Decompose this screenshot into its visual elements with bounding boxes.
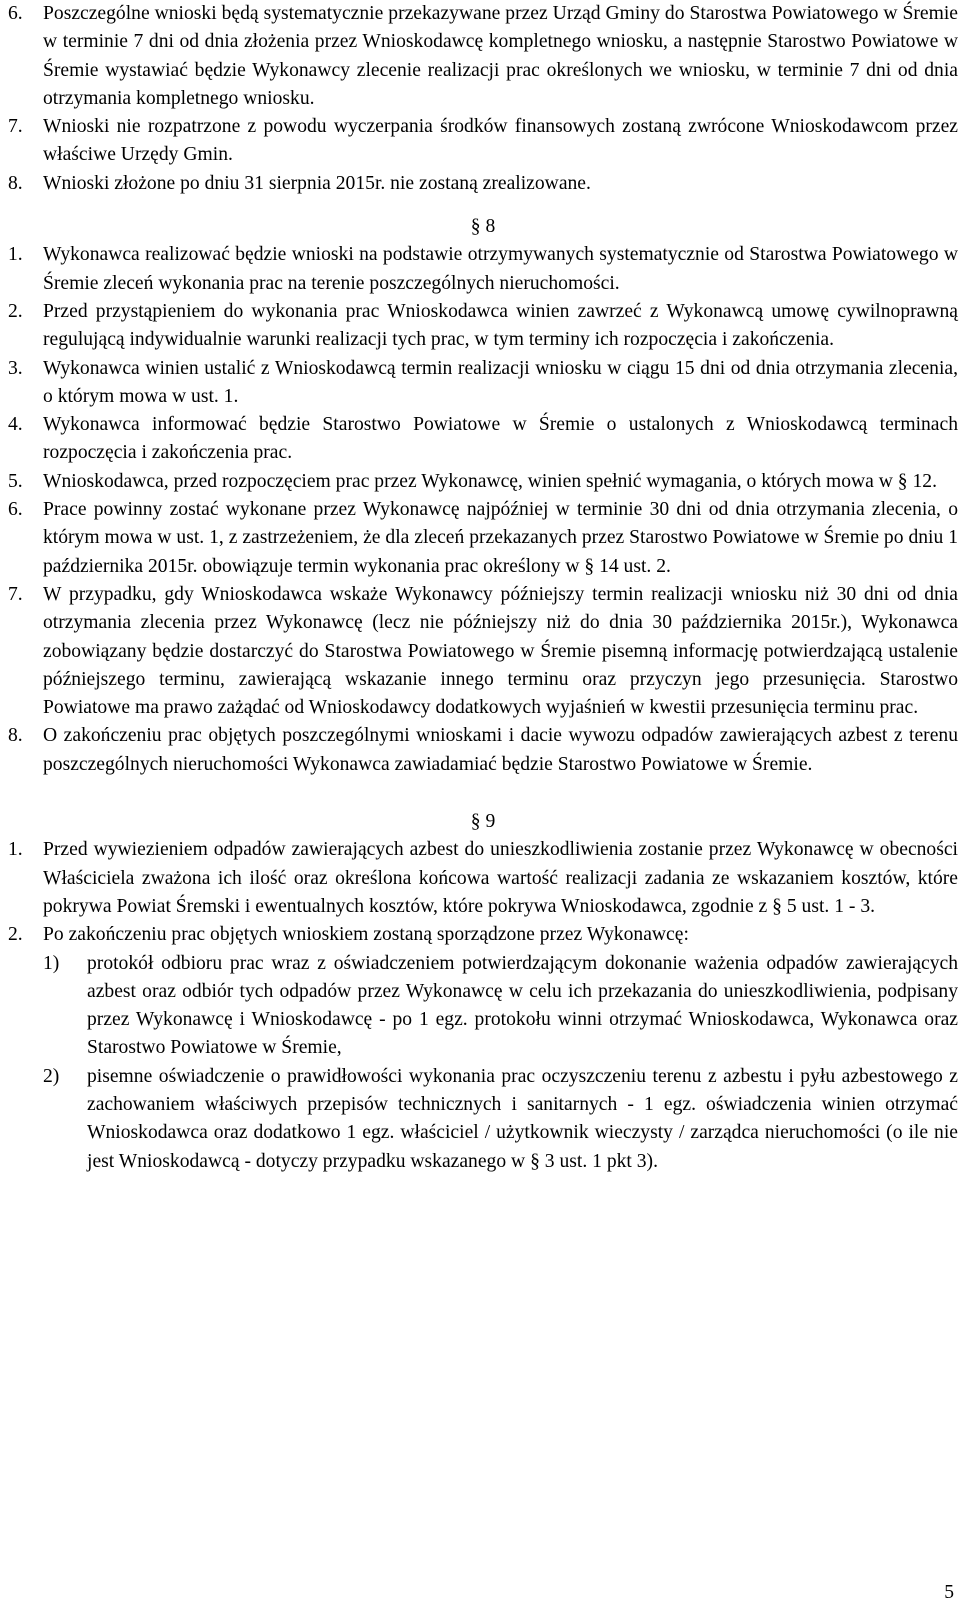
- item-number: 7.: [8, 116, 23, 138]
- item-text: Przed wywiezieniem odpadów zawierających azbest do unieszkodliwienia zostanie przez Wykonawcę w obecności Właściciela zważona ich ilość oraz określona końcowa wartość realizacji zadania ze wskazaniem kosztów, które pokrywa Powiat Śremski i ewentualnych kosztów, które pokrywa Wnioskodawca, zgodnie z § 5 ust. 1 - 3.: [43, 839, 958, 917]
- item-text: Wykonawca informować będzie Starostwo Powiatowe w Śremie o ustalonych z Wnioskodawcą terminach rozpoczęcia i zakończenia prac.: [43, 414, 958, 464]
- section-9-list: [8, 836, 958, 1176]
- item-text: O zakończeniu prac objętych poszczególnymi wnioskami i dacie wywozu odpadów zawierających azbest z terenu poszczególnych nieruchomości Wykonawca zawiadamiać będzie Starostwo Powiatowe w Śremie.: [43, 725, 958, 775]
- section-9-heading: § 9: [470, 811, 496, 833]
- list-item: [8, 113, 958, 170]
- item-text: Wnioski złożone po dniu 31 sierpnia 2015r. nie zostaną zrealizowane.: [43, 172, 591, 194]
- sub-items-list: [43, 950, 958, 1176]
- item-number: 8.: [8, 172, 23, 194]
- item-text: Wnioskodawca, przed rozpoczęciem prac przez Wykonawcę, winien spełnić wymagania, o których mowa w § 12.: [43, 470, 937, 492]
- item-number: 4.: [8, 414, 23, 436]
- list-item: [8, 836, 958, 921]
- item-text: Wykonawca winien ustalić z Wnioskodawcą termin realizacji wniosku w ciągu 15 dni od dnia otrzymania zlecenia, o którym mowa w ust. 1.: [43, 357, 958, 407]
- top-items-list: [8, 0, 958, 198]
- item-text: Prace powinny zostać wykonane przez Wykonawcę najpóźniej w terminie 30 dni od dnia otrzymania zlecenia, o którym mowa w ust. 1, z zastrzeżeniem, że dla zleceń przekazanych przez Starostwo Powiatowe w Śremie po dniu 1 października 2015r. obowiązuje termin wykonania prac określony w § 14 ust. 2.: [43, 499, 958, 577]
- list-item: [8, 0, 958, 113]
- list-item: [8, 468, 958, 496]
- item-text: Po zakończeniu prac objętych wnioskiem zostaną sporządzone przez Wykonawcę:: [43, 924, 689, 946]
- section-8-list: [8, 241, 958, 779]
- list-item: [8, 496, 958, 581]
- list-item: [8, 921, 958, 1176]
- sub-item-text: protokół odbioru prac wraz z oświadczeniem potwierdzającym dokonanie ważenia odpadów zawierających azbest oraz odbiór tych odpadów przez Wykonawcę w celu ich przekazania do unieszkodliwienia, podpisany przez Wykonawcę i Wnioskodawcę - po 1 egz. protokołu winni otrzymać Wnioskodawca, Wykonawca oraz Starostwo Powiatowe w Śremie,: [87, 952, 958, 1059]
- item-number: 1.: [8, 244, 23, 266]
- list-item: [8, 411, 958, 468]
- item-text: Wnioski nie rozpatrzone z powodu wyczerpania środków finansowych zostaną zwrócone Wnioskodawcom przez właściwe Urzędy Gmin.: [43, 116, 958, 166]
- document-body: [8, 0, 958, 1176]
- sub-list-item: [43, 950, 958, 1063]
- sub-item-number: 2): [43, 1065, 60, 1087]
- list-item: [8, 581, 958, 722]
- sub-list-item: [43, 1063, 958, 1176]
- item-number: 1.: [8, 839, 23, 861]
- item-number: 7.: [8, 583, 23, 605]
- item-text: Wykonawca realizować będzie wnioski na podstawie otrzymywanych systematycznie od Starostwa Powiatowego w Śremie zleceń wykonania prac na terenie poszczególnych nieruchomości.: [43, 244, 958, 294]
- item-number: 2.: [8, 924, 23, 946]
- item-number: 6.: [8, 3, 23, 24]
- item-number: 5.: [8, 470, 23, 492]
- page-number: 5: [944, 1582, 954, 1603]
- list-item: [8, 241, 958, 298]
- item-number: 2.: [8, 300, 23, 322]
- item-text: Przed przystąpieniem do wykonania prac Wnioskodawca winien zawrzeć z Wykonawcą umowę cywilnoprawną regulującą indywidualnie warunki realizacji tych prac, w tym terminy ich rozpoczęcia i zakończenia.: [43, 300, 958, 351]
- list-item: [8, 722, 958, 779]
- item-text: W przypadku, gdy Wnioskodawca wskaże Wykonawcy późniejszy termin realizacji wniosku niż 30 dni od dnia otrzymania zlecenia przez Wykonawcę (lecz nie późniejszy niż do dnia 30 października 2015r.), Wykonawca zobowiązany będzie dostarczyć do Starostwa Powiatowego w Śremie pisemną informację potwierdzającą ustalenie późniejszego terminu, zawierającą wskazanie innego terminu oraz przyczyn jego przesunięcia. Starostwo Powiatowe ma prawo zażądać od Wnioskodawcy dodatkowych wyjaśnień w kwestii przesunięcia terminu prac.: [43, 583, 958, 719]
- sub-item-number: 1): [43, 952, 60, 974]
- item-number: 6.: [8, 499, 23, 521]
- item-text: Poszczególne wnioski będą systematycznie przekazywane przez Urząd Gminy do Starostwa Powiatowego w Śremie w terminie 7 dni od dnia złożenia przez Wnioskodawcę kompletnego wniosku, a następnie Starostwo Powiatowe w Śremie wystawiać będzie Wykonawcy zlecenie realizacji prac określonych we wniosku, w terminie 7 dni od dnia otrzymania kompletnego wniosku.: [43, 3, 958, 109]
- list-item: [8, 298, 958, 355]
- list-item: [8, 355, 958, 412]
- list-item: [8, 170, 958, 198]
- sub-item-text: pisemne oświadczenie o prawidłowości wykonania prac oczyszczeniu terenu z azbestu i pyłu azbestowego z zachowaniem właściwych przepisów technicznych i sanitarnych - 1 egz. oświadczenia winien otrzymać Wnioskodawca oraz dodatkowo 1 egz. właściciel / użytkownik wieczysty / zarządca nieruchomości (o ile nie jest Wnioskodawcą - dotyczy przypadku wskazanego w § 3 ust. 1 pkt 3).: [87, 1065, 958, 1172]
- item-number: 3.: [8, 357, 23, 379]
- item-number: 8.: [8, 725, 23, 747]
- section-8-heading: § 8: [470, 216, 496, 238]
